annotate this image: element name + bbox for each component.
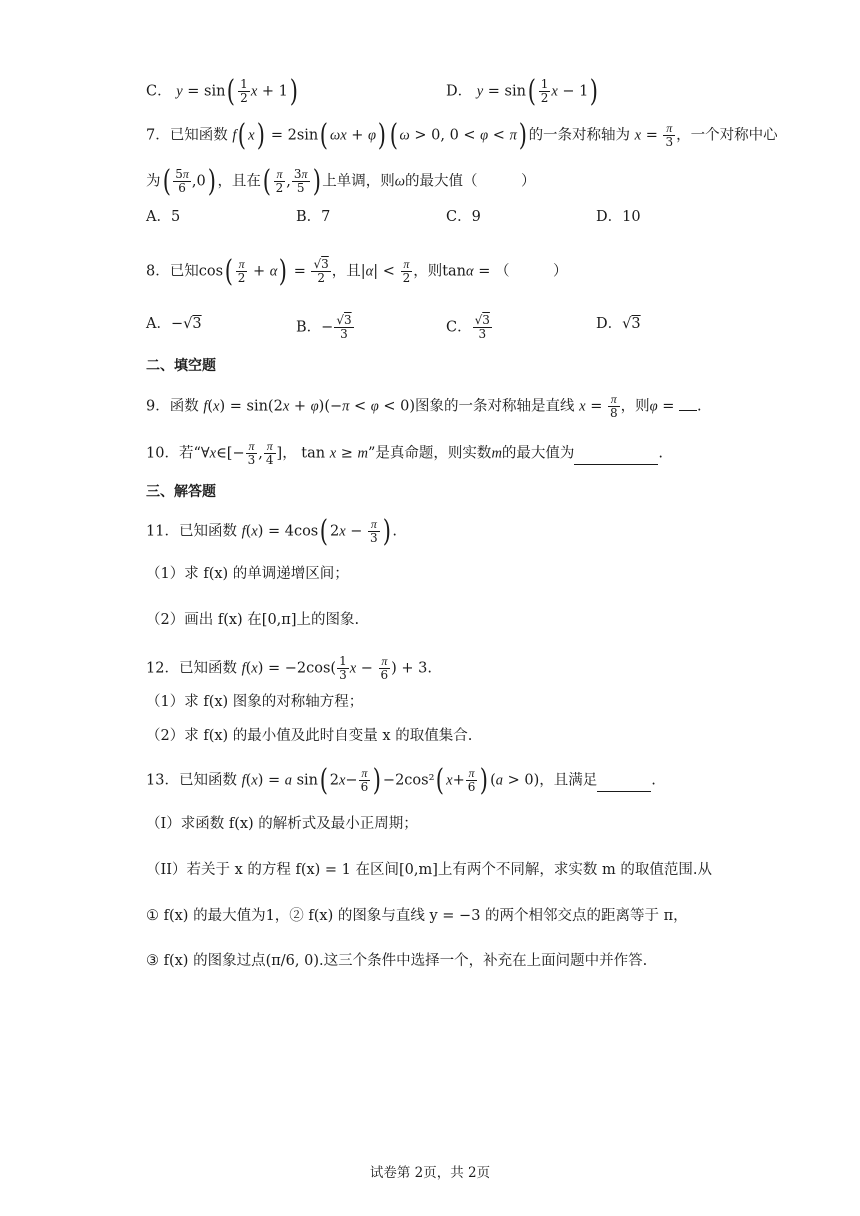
q7-text: 为 (146, 173, 161, 190)
q12-line: 12．已知函数 f(x) = −2cos( $\frac{1}{3}$ x − $\frac{\pi}{6}$ ) + 3. (146, 654, 433, 682)
question-number: 13． (146, 772, 179, 789)
option-label: D． (446, 83, 473, 100)
q8-option-a: A．−√3 (146, 316, 202, 332)
q7-text: ，一个对称中心 (676, 127, 778, 144)
q10-text: 若“ (178, 445, 201, 462)
q8-option-b: B．− $\frac{√3}{3}$ (296, 313, 352, 341)
q7-text: 已知函数 (169, 127, 228, 144)
q13-cond3: ③ f(x) 的图象过点(π/6, 0).这三个条件中选择一个，补充在上面问题中并作答. (146, 953, 648, 969)
question-number: 8． (146, 263, 170, 280)
question-number: 10． (146, 445, 179, 462)
q7-line2: 为( $\frac{5\pi}{6}$ ,0) ，且在( $\frac{\pi}{2}$ , $\frac{3\pi}{5}$ ) 上单调，则ω的最大值（ ） (146, 163, 536, 199)
answer-blank[interactable] (574, 444, 658, 465)
q8-text: ，则 (413, 263, 443, 280)
q11-text: 已知函数 (178, 523, 237, 540)
variable-m: m (491, 445, 502, 462)
q6-option-c: C． y = sin( $\frac{1}{2}$ x + 1) (146, 73, 298, 109)
q6-option-d: D． y = sin( $\frac{1}{2}$ x − 1) (446, 73, 599, 109)
question-number: 7． (146, 127, 170, 144)
page-footer: 试卷第 2页，共 2页 (369, 1165, 491, 1181)
q8-option-d: D．√3 (596, 316, 641, 332)
q13-text: ，且满足 (539, 772, 598, 789)
answer-blank[interactable] (679, 410, 697, 411)
q13-part2: （II）若关于 x 的方程 f(x) = 1 在区间[0,m]上有两个不同解，求实数 m 的取值范围.从 (146, 862, 712, 878)
q12-part1: （1）求 f(x) 图象的对称轴方程； (146, 694, 364, 710)
q13-line: 13．已知函数 f(x) = a sin( 2x− $\frac{\pi}{6}$ ) −2cos²( x+ $\frac{\pi}{6}$ ) (a > 0)，且满足 . (146, 762, 656, 798)
question-number: 12． (146, 660, 179, 677)
q11-line: 11．已知函数 f(x) = 4cos( 2x − $\frac{\pi}{3}$ ) . (146, 513, 397, 549)
question-number: 11． (146, 523, 179, 540)
omega-symbol: ω (394, 173, 406, 190)
q10-text: 的最大值为 (501, 445, 575, 462)
q7-text: 的一条对称轴为 (528, 127, 631, 144)
q10-text: ， (282, 445, 297, 462)
q7-option-c: C．9 (446, 209, 481, 225)
option-expr: y (176, 83, 183, 100)
q7-text: 上单调，则 (322, 173, 395, 190)
section-heading-answer: 三、解答题 (146, 484, 216, 500)
q9-text: ，则 (620, 398, 650, 415)
q7-text: 的最大值（ ） (405, 173, 536, 190)
q10-text: ”是真命题，则实数 (368, 445, 492, 462)
q9-text: 函数 (169, 398, 199, 415)
answer-blank[interactable] (597, 771, 651, 792)
q7-option-a: A．5 (146, 209, 181, 225)
option-label: C． (146, 83, 172, 100)
q8-text: ，且 (331, 263, 361, 280)
q13-part1: （I）求函数 f(x) 的解析式及最小正周期； (146, 816, 418, 832)
q8-text: （ ） (495, 263, 568, 280)
q9-line: 9．函数 f(x) = sin(2x + φ)(−π < φ < 0)图象的一条对称轴是直线 x = $\frac{\pi}{8}$ ，则φ = . (146, 392, 702, 420)
q9-text: 图象的一条对称轴是直线 (415, 398, 575, 415)
q7-option-d: D．10 (596, 209, 641, 225)
q8-option-c: C． $\frac{√3}{3}$ (446, 313, 490, 341)
section-heading-fill-in: 二、填空题 (146, 358, 216, 374)
q7-option-b: B．7 (296, 209, 331, 225)
q7-line1: 7．已知函数 f( x) = 2sin( ωx + φ) ( ω > 0, 0 < φ < π) 的一条对称轴为 x = $\frac{\pi}{3}$ ，一个对称中心 (146, 117, 778, 153)
q11-part2: （2）画出 f(x) 在[0,π]上的图象. (146, 612, 360, 628)
q13-text: 已知函数 (178, 772, 237, 789)
q12-text: 已知函数 (178, 660, 237, 677)
question-number: 9． (146, 398, 170, 415)
q10-line: 10．若“∀x∈[− $\frac{\pi}{3}$ , $\frac{\pi}{4}$ ]， tan x ≥ m”是真命题，则实数m的最大值为 . (146, 439, 664, 467)
q13-cond1: ① f(x) 的最大值为1，② f(x) 的图象与直线 y = −3 的两个相邻交点的距离等于 π， (146, 908, 688, 924)
q11-part1: （1）求 f(x) 的单调递增区间； (146, 566, 349, 582)
q7-text: ，且在 (217, 173, 261, 190)
q8-line1: 8．已知cos( $\frac{\pi}{2}$ + α) = $\frac{√3}{2}$ ，且|α| < $\frac{\pi}{2}$ ，则tanα = （ ） (146, 253, 568, 289)
q12-part2: （2）求 f(x) 的最小值及此时自变量 x 的取值集合. (146, 728, 473, 744)
q8-text: 已知 (169, 263, 199, 280)
